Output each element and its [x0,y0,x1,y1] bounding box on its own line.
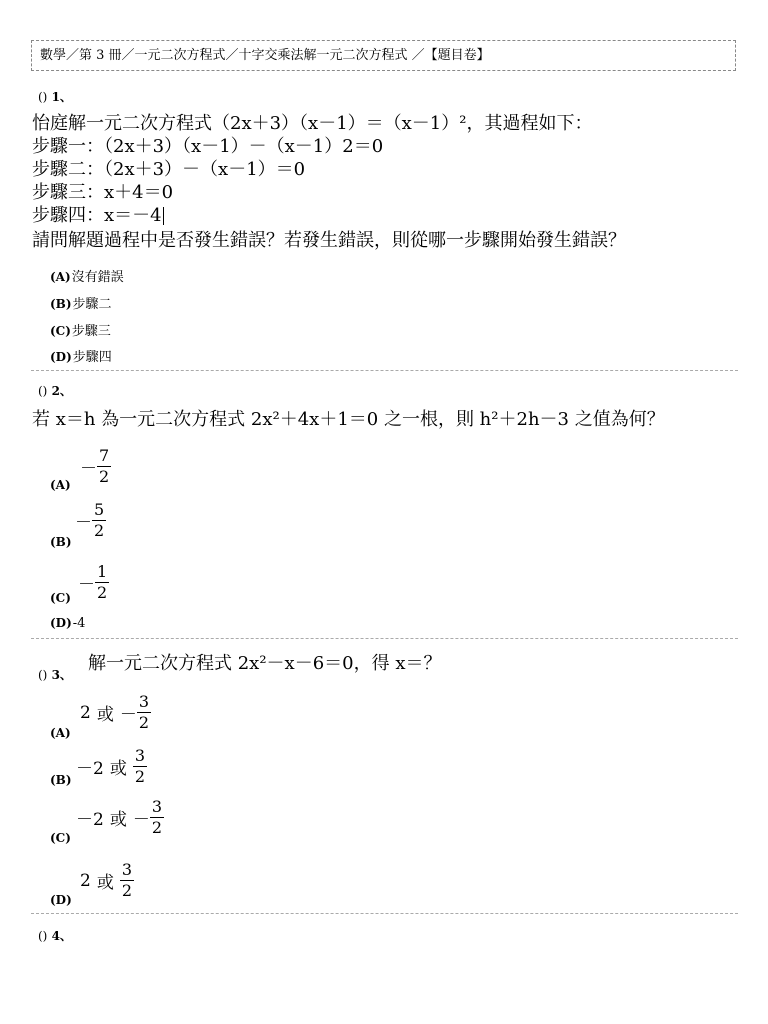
q3-option-b[interactable]: －2 或 $\frac{3}{2}$ [76,746,146,786]
q1-option-d[interactable]: (D)步驟四 [50,350,112,365]
question-2-number: () 2、 [38,384,72,398]
q3-option-c-label: (C) [50,831,71,845]
question-1-number: () 1、 [38,90,72,104]
q2-option-a-label: (A) [50,478,71,492]
breadcrumb: 數學／第 3 冊／一元二次方程式／十字交乘法解一元二次方程式 ／【題目卷】 [40,48,490,63]
q2-option-c-label: (C) [50,591,71,605]
document-header [31,40,736,71]
q3-option-b-label: (B) [50,773,72,787]
divider [31,370,738,371]
q1-step-3: 步驟三：x＋4＝0 [32,182,174,203]
q3-stem: 解一元二次方程式 2x²－x－6＝0，得 x＝？ [88,653,442,674]
divider [31,913,738,914]
q1-option-c[interactable]: (C)步驟三 [50,324,111,339]
q3-option-d-label: (D) [50,893,72,907]
q3-option-a[interactable]: 2 或 － $\frac{3}{2}$ [80,692,150,732]
q1-step-4: 步驟四：x＝－4 [32,205,162,226]
fraction: $\frac{3}{2}$ [138,692,150,732]
fraction: $\frac{7}{2}$ [99,446,110,486]
q2-option-b[interactable]: － $\frac{5}{2}$ [75,500,105,540]
q2-option-b-label: (B) [50,535,72,549]
q3-option-c[interactable]: －2 或 － $\frac{3}{2}$ [76,797,163,837]
q2-option-a[interactable]: － $\frac{7}{2}$ [80,446,110,486]
fraction: $\frac{3}{2}$ [134,746,146,786]
q2-stem: 若 x＝h 為一元二次方程式 2x²＋4x＋1＝0 之一根，則 h²＋2h－3 之值為何？ [32,409,665,430]
q1-question: 請問解題過程中是否發生錯誤？若發生錯誤，則從哪一步驟開始發生錯誤？ [32,230,626,251]
fraction: $\frac{3}{2}$ [151,797,163,837]
q3-option-d[interactable]: 2 或 $\frac{3}{2}$ [80,860,133,900]
question-3-number: () 3、 [38,668,72,682]
q2-option-c[interactable]: － $\frac{1}{2}$ [78,562,108,602]
q1-step-2: 步驟二：（2x＋3）－（x－1）＝0 [32,159,306,180]
q1-step-1: 步驟一：（2x＋3）（x－1）－（x－1）2＝0 [32,136,384,157]
fraction: $\frac{1}{2}$ [97,562,108,602]
divider [31,638,738,639]
q3-option-a-label: (A) [50,726,71,740]
fraction: $\frac{5}{2}$ [94,500,105,540]
q1-stem-line-1: 怡庭解一元二次方程式（2x＋3）（x－1）＝（x－1）²，其過程如下： [32,113,593,134]
q2-option-d[interactable]: (D)-4 [50,616,86,631]
text-cursor [163,207,164,225]
q1-option-a[interactable]: (A)沒有錯誤 [50,270,124,285]
question-4-number: () 4、 [38,929,72,943]
q1-option-b[interactable]: (B)步驟二 [50,297,112,312]
fraction: $\frac{3}{2}$ [121,860,133,900]
